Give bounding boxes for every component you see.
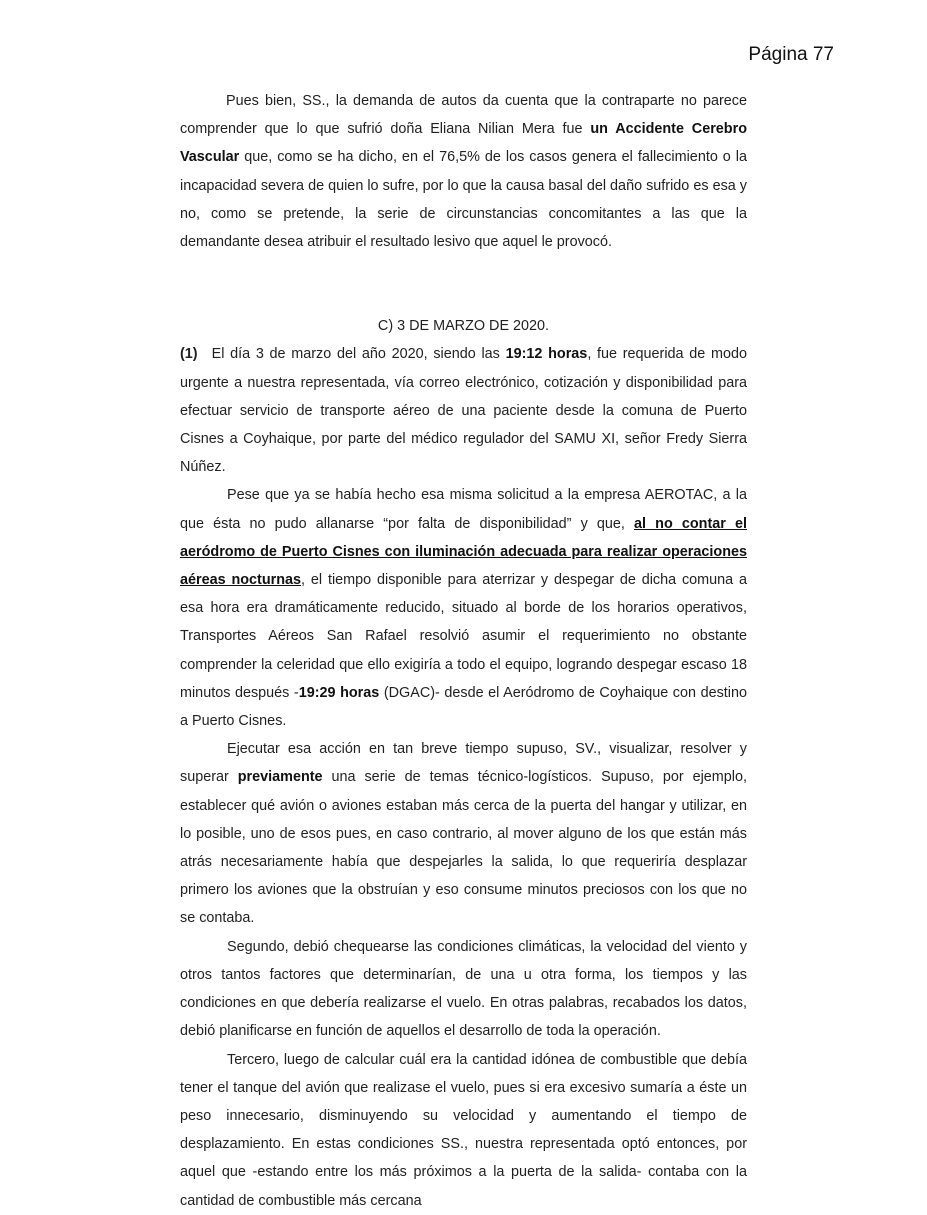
paragraph-ejecutar bbox=[180, 735, 747, 932]
paragraph-number: (1) bbox=[180, 346, 198, 363]
bold-text: previamente bbox=[237, 769, 323, 786]
bold-text: 19:12 horas bbox=[505, 346, 588, 363]
paragraph-aerotac bbox=[180, 481, 747, 735]
text-run: , el tiempo disponible para aterrizar y despegar de dicha comuna a esa hora era dramáticamente reducido, situado al borde de los horarios operativos, Transportes Aéreos San Rafael resolvió asumir el requerimiento no obstante comprender la celeridad que ello exigiría a todo el equipo, logrando despegar escaso 18 minutos después - bbox=[180, 572, 747, 701]
text-run: Pues bien, SS., la demanda de autos da cuenta que la contraparte no parece comprender que lo que sufrió doña Eliana Nilian Mera fue bbox=[180, 93, 747, 138]
section-heading: C) 3 DE MARZO DE 2020. bbox=[377, 318, 550, 335]
paragraph-ecv bbox=[180, 87, 747, 256]
paragraph-tercero: Tercero, luego de calcular cuál era la cantidad idónea de combustible que debía tener el tanque del avión que realizase el vuelo, pues si era excesivo sumaría a éste un peso innecesario, disminuyendo su velocidad y aumentando el tiempo de desplazamiento. En estas condiciones SS., nuestra representada optó entonces, por aquel que -estando entre los más próximos a la puerta de la salida- contaba con la cantidad de combustible más cercana bbox=[180, 1051, 747, 1209]
document-body bbox=[180, 87, 747, 1215]
text-run: una serie de temas técnico-logísticos. Supuso, por ejemplo, establecer qué avión o aviones estaban más cerca de la puerta del hangar y utilizar, en lo posible, uno de esos pues, en caso contrario, al mover alguno de los que están más atrás necesariamente había que despejarles la salida, lo que requeriría desplazar primero los aviones que la obstruían y eso consume minutos preciosos con los que no se contaba. bbox=[180, 769, 747, 927]
bold-text: un Accidente Cerebro Vascular bbox=[180, 121, 747, 166]
page-number: Página 77 bbox=[748, 44, 834, 65]
underlined-bold-text: al no contar el aeródromo de Puerto Cisnes con iluminación adecuada para realizar operaciones aéreas nocturnas bbox=[180, 515, 747, 589]
bold-text: 19:29 horas bbox=[298, 684, 380, 701]
text-run: , fue requerida de modo urgente a nuestra representada, vía correo electrónico, cotización y disponibilidad para efectuar servicio de transporte aéreo de una paciente desde la comuna de Puerto Cisnes a Coyhaique, por parte del médico regulador del SAMU XI, señor Fredy Sierra Núñez. bbox=[180, 346, 747, 476]
blank-line bbox=[180, 256, 747, 284]
text-run: Pese que ya se había hecho esa misma solicitud a la empresa AEROTAC, a la que ésta no pudo allanarse “por falta de disponibilidad” y que, bbox=[180, 487, 747, 532]
paragraph-segundo: Segundo, debió chequearse las condiciones climáticas, la velocidad del viento y otros tantos factores que determinarían, de una u otra forma, los tiempos y las condiciones en que debería realizarse el vuelo. En otras palabras, recabados los datos, debió planificarse en función de aquellos el desarrollo de toda la operación. bbox=[180, 938, 747, 1040]
text-run: (DGAC)- desde el Aeródromo de Coyhaique con destino a Puerto Cisnes. bbox=[180, 684, 747, 730]
text-run: que, como se ha dicho, en el 76,5% de los casos genera el fallecimiento o la incapacidad severa de quien lo sufre, por lo que la causa basal del daño sufrido es esa y no, como se pretende, la serie de circunstancias concomitantes a las que la demandante desea atribuir el resultado lesivo que aquel le provocó. bbox=[180, 149, 747, 251]
text-run: El día 3 de marzo del año 2020, siendo las bbox=[211, 346, 506, 363]
paragraph-numbered-1 bbox=[180, 340, 747, 481]
text-run: Ejecutar esa acción en tan breve tiempo supuso, SV., visualizar, resolver y superar bbox=[180, 741, 747, 786]
